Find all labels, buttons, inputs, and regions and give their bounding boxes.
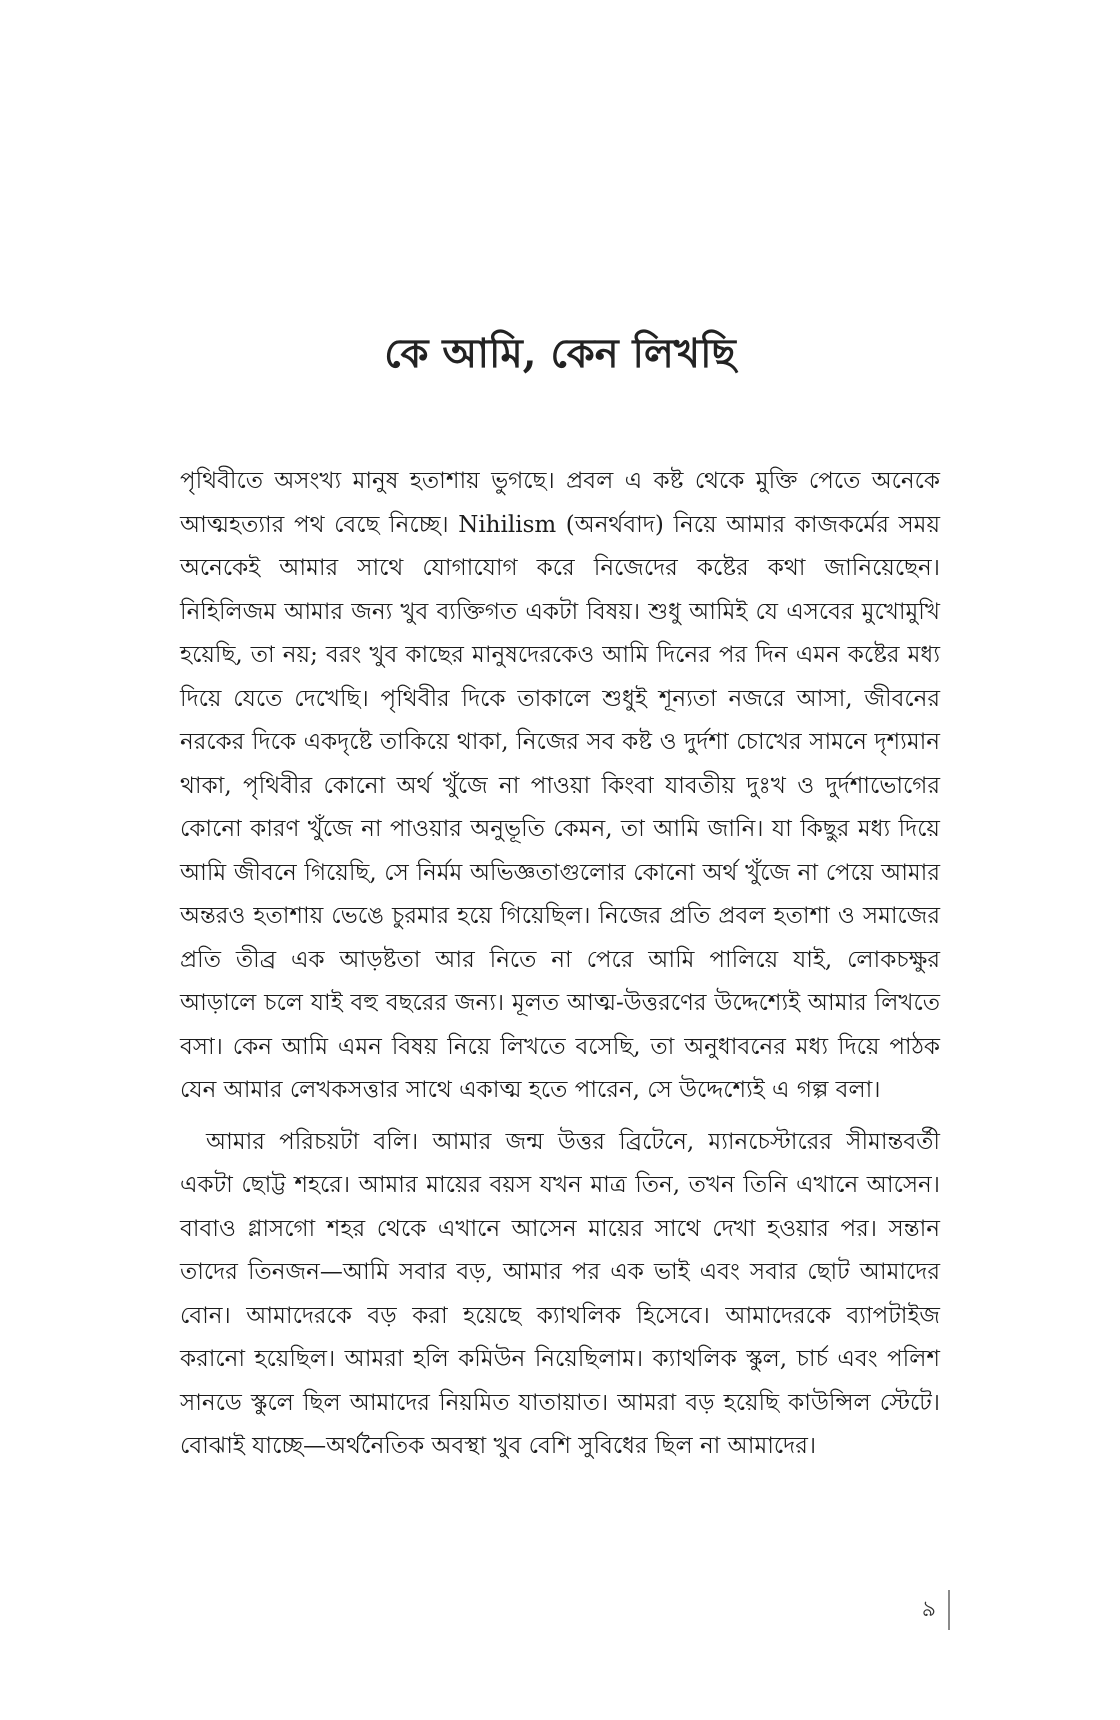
page-number: ৯ xyxy=(921,1596,936,1622)
body-text xyxy=(180,460,940,1477)
page-number-divider xyxy=(948,1590,950,1630)
page-footer xyxy=(922,1590,950,1630)
paragraph-background: আমার পরিচয়টা বলি। আমার জন্ম উত্তর ব্রিটেনে, ম্যানচেস্টারের সীমান্তবর্তী একটা ছোট্ট শহরে। আমার মায়ের বয়স যখন মাত্র তিন, তখন তিনি এখানে আসেন। বাবাও গ্লাসগো শহর থেকে এখানে আসেন মায়ের সাথে দেখা হওয়ার পর। সন্তান তাদের তিনজন—আমি সবার বড়, আমার পর এক ভাই এবং সবার ছোট আমাদের বোন। আমাদেরকে বড় করা হয়েছে ক্যাথলিক হিসেবে। আমাদেরকে ব্যাপটাইজ করানো হয়েছিল। আমরা হলি কমিউন নিয়েছিলাম। ক্যাথলিক স্কুল, চার্চ এবং পলিশ সানডে স্কুলে ছিল আমাদের নিয়মিত যাতায়াত। আমরা বড় হয়েছি কাউন্সিল স্টেটে। বোঝাই যাচ্ছে—অর্থনৈতিক অবস্থা খুব বেশি সুবিধের ছিল না আমাদের। xyxy=(180,1128,940,1459)
paragraph-intro: পৃথিবীতে অসংখ্য মানুষ হতাশায় ভুগছে। প্রবল এ কষ্ট থেকে মুক্তি পেতে অনেকে আত্মহত্যার পথ বেছে নিচ্ছে। Nihilism (অনর্থবাদ) নিয়ে আমার কাজকর্মের সময় অনেকেই আমার সাথে যোগাযোগ করে নিজেদের কষ্টের কথা জানিয়েছেন। নিহিলিজম আমার জন্য খুব ব্যক্তিগত একটা বিষয়। শুধু আমিই যে এসবের মুখোমুখি হয়েছি, তা নয়; বরং খুব কাছের মানুষদেরকেও আমি দিনের পর দিন এমন কষ্টের মধ্য দিয়ে যেতে দেখেছি। পৃথিবীর দিকে তাকালে শুধুই শূন্যতা নজরে আসা, জীবনের নরকের দিকে একদৃষ্টে তাকিয়ে থাকা, নিজের সব কষ্ট ও দুর্দশা চোখের সামনে দৃশ্যমান থাকা, পৃথিবীর কোনো অর্থ খুঁজে না পাওয়া কিংবা যাবতীয় দুঃখ ও দুর্দশাভোগের কোনো কারণ খুঁজে না পাওয়ার অনুভূতি কেমন, তা আমি জানি। যা কিছুর মধ্য দিয়ে আমি জীবনে গিয়েছি, সে নির্মম অভিজ্ঞতাগুলোর কোনো অর্থ খুঁজে না পেয়ে আমার অন্তরও হতাশায় ভেঙে চুরমার হয়ে গিয়েছিল। নিজের প্রতি প্রবল হতাশা ও সমাজের প্রতি তীব্র এক আড়ষ্টতা আর নিতে না পেরে আমি পালিয়ে যাই, লোকচক্ষুর আড়ালে চলে যাই বহু বছরের জন্য। মূলত আত্ম-উত্তরণের উদ্দেশ্যেই আমার লিখতে বসা। কেন আমি এমন বিষয় নিয়ে লিখতে বসেছি, তা অনুধাবনের মধ্য দিয়ে পাঠক যেন আমার লেখকসত্তার সাথে একাত্ম হতে পারেন, সে উদ্দেশ্যেই এ গল্প বলা। xyxy=(180,468,940,1103)
chapter-title: কে আমি, কেন লিখছি xyxy=(384,330,736,377)
